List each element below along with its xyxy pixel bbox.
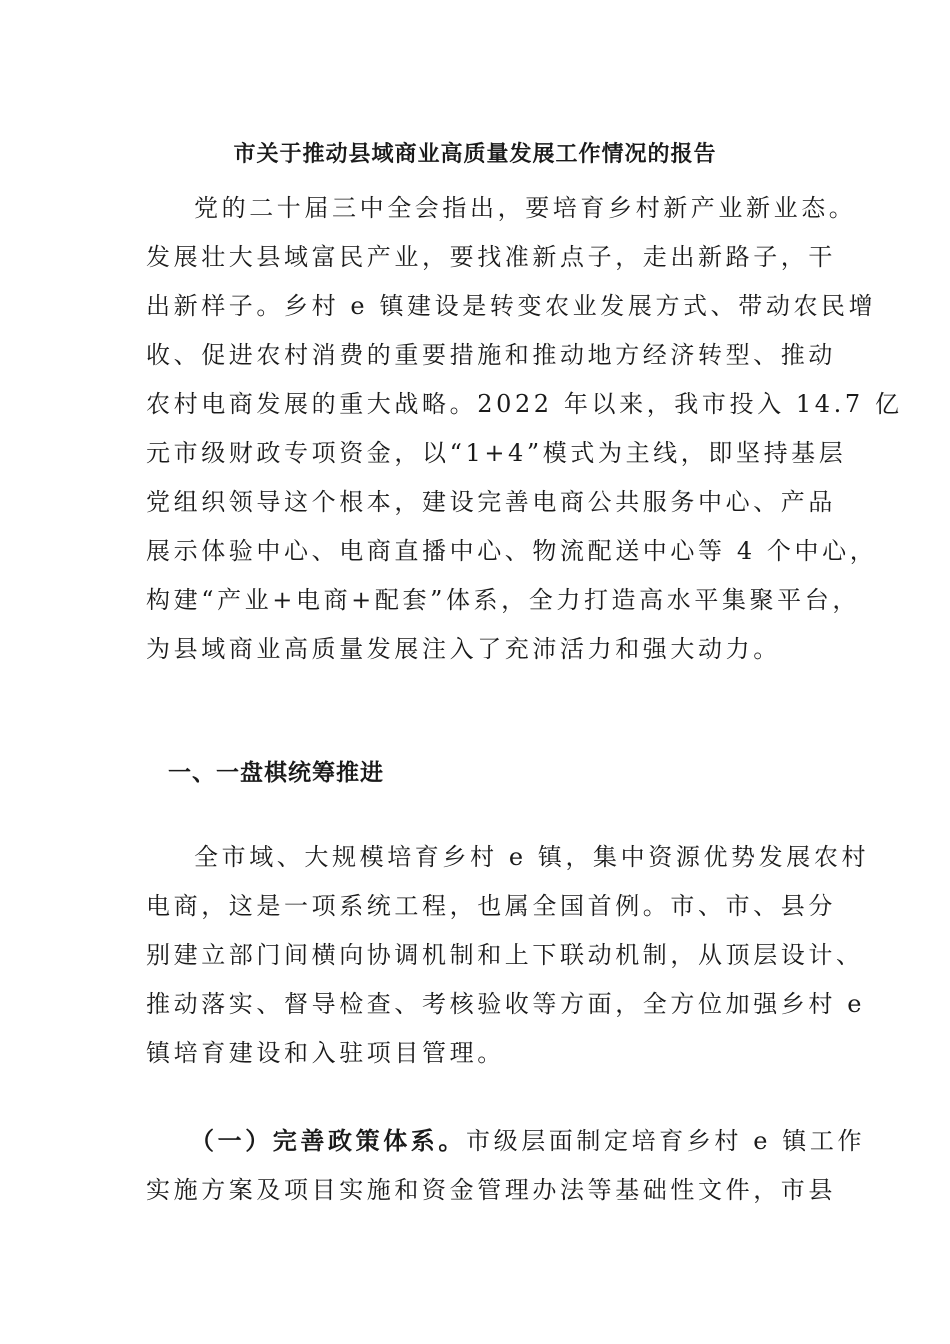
intro-line-4: 收、促进农村消费的重要措施和推动地方经济转型、推动 <box>146 341 836 369</box>
intro-line-8: 展示体验中心、电商直播中心、物流配送中心等 4 个中心， <box>146 537 878 565</box>
sub1-line-2: 实施方案及项目实施和资金管理办法等基础性文件，市县 <box>146 1176 836 1204</box>
intro-line-1: 党的二十届三中全会指出，要培育乡村新产业新业态。 <box>194 194 857 222</box>
sub1-line-1 <box>190 1124 865 1158</box>
section1-line-5: 镇培育建设和入驻项目管理。 <box>146 1039 505 1067</box>
section1-line-1: 全市域、大规模培育乡村 e 镇，集中资源优势发展农村 <box>194 843 870 871</box>
intro-line-7: 党组织领导这个根本，建设完善电商公共服务中心、产品 <box>146 488 836 516</box>
intro-line-9: 构建“产业+电商+配套”体系，全力打造高水平集聚平台， <box>146 586 860 614</box>
intro-line-2: 发展壮大县域富民产业，要找准新点子，走出新路子，干 <box>146 243 836 271</box>
sub1-bold-lead: （一）完善政策体系。 <box>190 1126 466 1155</box>
intro-line-10: 为县域商业高质量发展注入了充沛活力和强大动力。 <box>146 635 781 663</box>
section-1-heading: 一、一盘棋统筹推进 <box>168 759 384 786</box>
section1-line-4: 推动落实、督导检查、考核验收等方面，全方位加强乡村 e <box>146 990 866 1018</box>
section1-line-3: 别建立部门间横向协调机制和上下联动机制，从顶层设计、 <box>146 941 864 969</box>
intro-line-5: 农村电商发展的重大战略。2022 年以来，我市投入 14.7 亿 <box>146 390 903 418</box>
section1-line-2: 电商，这是一项系统工程，也属全国首例。市、市、县分 <box>146 892 836 920</box>
intro-line-3: 出新样子。乡村 e 镇建设是转变农业发展方式、带动农民增 <box>146 292 877 320</box>
intro-line-6: 元市级财政专项资金，以“1+4”模式为主线，即坚持基层 <box>146 439 847 467</box>
document-title: 市关于推动县域商业高质量发展工作情况的报告 <box>233 141 717 167</box>
sub1-first-rest: 市级层面制定培育乡村 e 镇工作 <box>466 1127 866 1155</box>
